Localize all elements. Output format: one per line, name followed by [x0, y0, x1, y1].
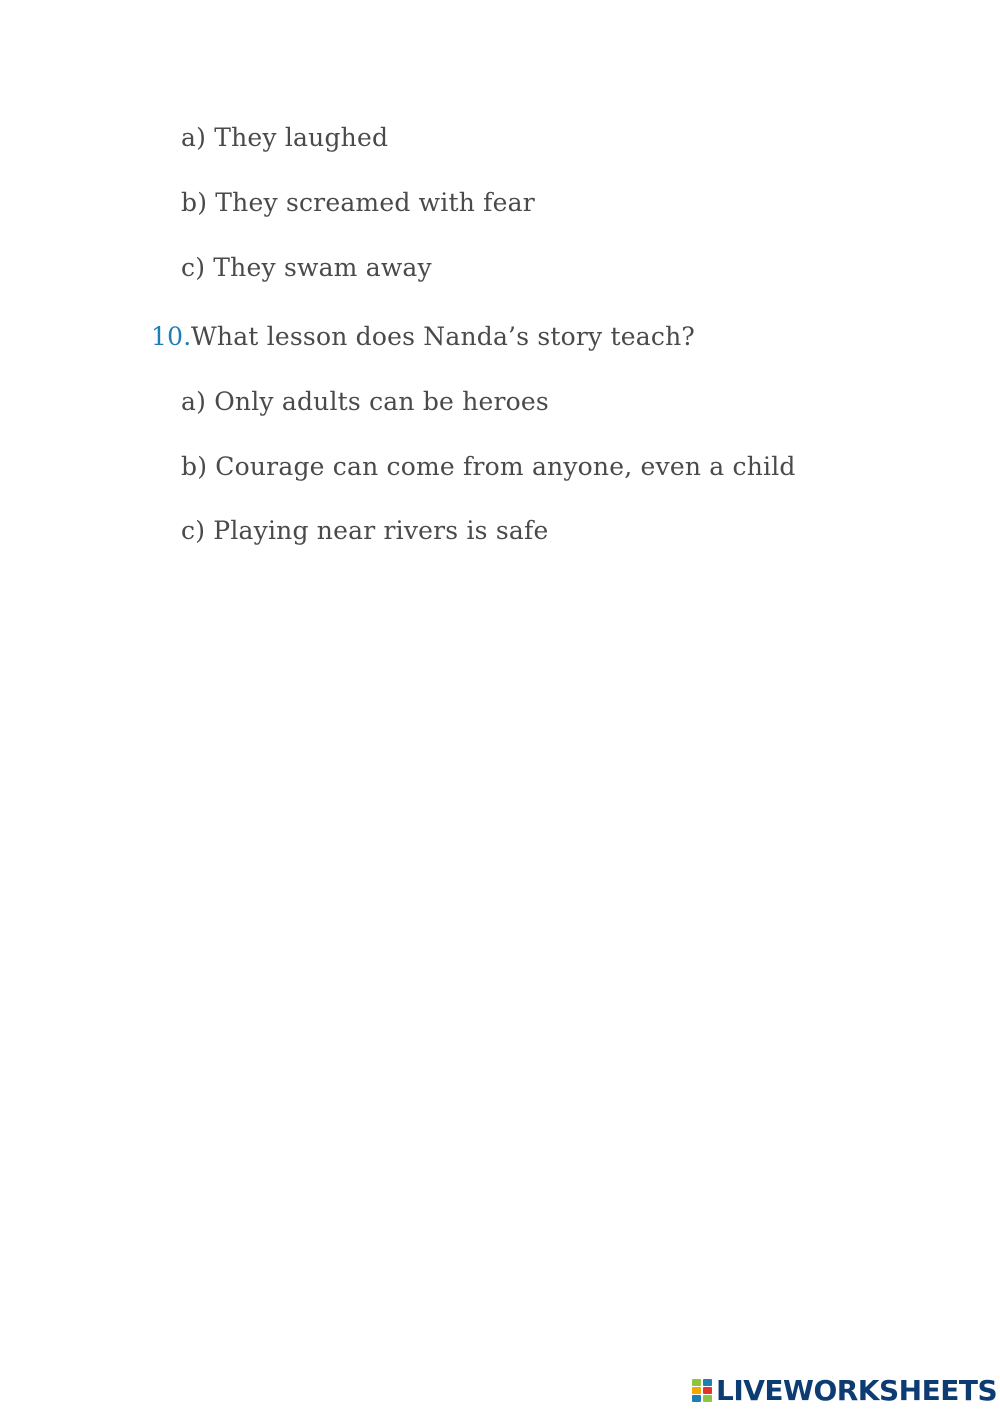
q10-option-a[interactable]: a) Only adults can be heroes	[181, 387, 549, 416]
liveworksheets-logo-icon	[692, 1379, 712, 1403]
logo-text: LIVEWORKSHEETS	[716, 1374, 998, 1407]
liveworksheets-logo	[692, 1374, 997, 1408]
q9-option-c[interactable]: c) They swam away	[181, 253, 432, 282]
q10-option-b[interactable]: b) Courage can come from anyone, even a child	[181, 452, 796, 481]
question-text: What lesson does Nanda’s story teach?	[191, 322, 695, 351]
q10-option-c[interactable]: c) Playing near rivers is safe	[181, 516, 549, 545]
q9-option-b[interactable]: b) They screamed with fear	[181, 188, 535, 217]
q9-option-a[interactable]: a) They laughed	[181, 123, 389, 152]
question-10	[151, 320, 695, 354]
question-number: 10.	[151, 322, 192, 351]
